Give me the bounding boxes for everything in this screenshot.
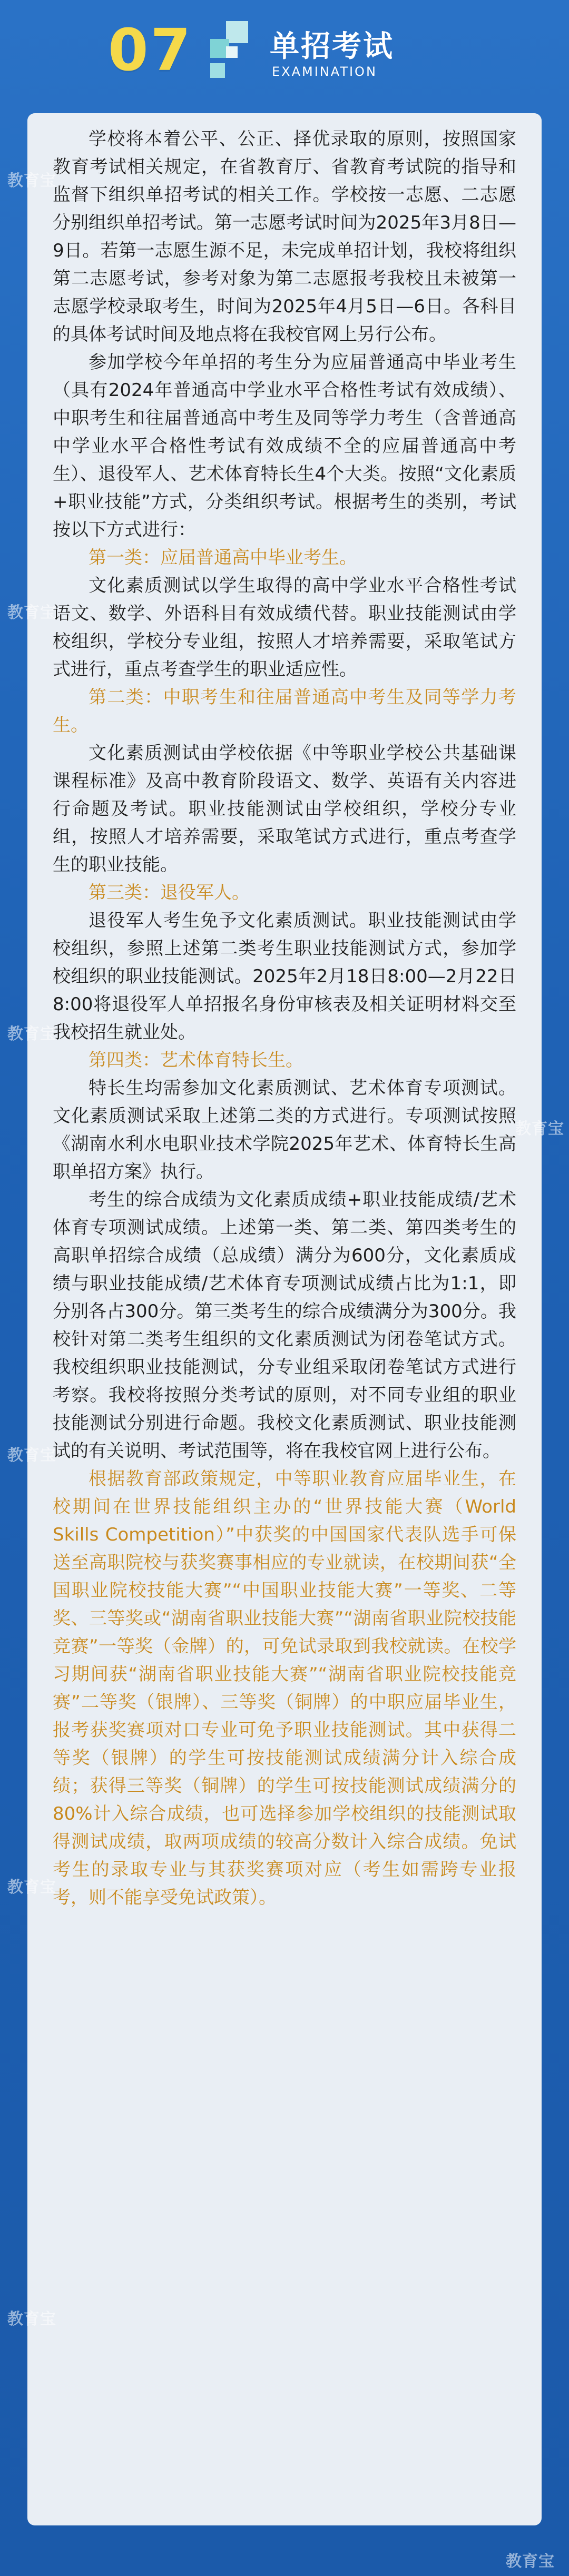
paragraph-category-3: 退役军人考生免予文化素质测试。职业技能测试由学校组织，参照上述第二类考生职业技能测试方式，参加学校组织的职业技能测试。2025年2月18日8:00—2月22日8:00将退役军人单招报名身份审核表及相关证明材料交至我校招生就业处。 xyxy=(53,910,516,1043)
heading-category-2: 第二类：中职考生和往届普通高中考生及同等学力考生。 xyxy=(53,687,516,736)
section-header xyxy=(0,0,569,105)
paragraph-intro: 学校将本着公平、公正、择优录取的原则，按照国家教育考试相关规定，在省教育厅、省教育考试院的指导和监督下组织单招考试的相关工作。学校按一志愿、二志愿分别组织单招考试。第一志愿考试时间为2025年3月8日—9日。若第一志愿生源不足，未完成单招计划，我校将组织第二志愿考试，参考对象为第二志愿报考我校且未被第一志愿学校录取考生，时间为2025年4月5日—6日。各科目的具体考试时间及地点将在我校官网上另行公布。 xyxy=(53,129,516,345)
paragraph-competition-policy: 根据教育部政策规定，中等职业教育应届毕业生，在校期间在世界技能组织主办的“世界技能大赛（World Skills Competition）”中获奖的中国国家代表队选手可保送至高职院校与获奖赛事相应的专业就读，在校期间获“全国职业院校技能大赛”“中国职业技能大赛”一等奖、二等奖、三等奖或“湖南省职业技能大赛”“湖南省职业院校技能竞赛”一等奖（金牌）的，可免试录取到我校就读。在校学习期间获“湖南省职业技能大赛”“湖南省职业院校技能竞赛”二等奖（银牌）、三等奖（铜牌）的中职应届毕业生，报考获奖赛项对口专业可免予职业技能测试。其中获得二等奖（银牌）的学生可按技能测试成绩满分计入综合成绩；获得三等奖（铜牌）的学生可按技能测试成绩满分的80%计入综合成绩，也可选择参加学校组织的技能测试取得测试成绩，取两项成绩的较高分数计入综合成绩。免试考生的录取专业与其获奖赛项对应（考生如需跨专业报考，则不能享受免试政策）。 xyxy=(53,1468,516,1908)
squares-decoration-icon xyxy=(208,21,256,79)
section-subtitle: EXAMINATION xyxy=(272,64,377,79)
paragraph-category-2: 文化素质测试由学校依据《中等职业学校公共基础课课程标准》及高中教育阶段语文、数学、英语有关内容进行命题及考试。职业技能测试由学校组织，学校分专业组，按照人才培养需要，采取笔试方式进行，重点考查学生的职业技能。 xyxy=(53,743,516,875)
watermark-logo: 教育宝 xyxy=(7,2310,56,2328)
watermark-logo: 教育宝 xyxy=(7,1025,56,1043)
heading-category-4: 第四类：艺术体育特长生。 xyxy=(89,1050,303,1071)
paragraph-category-1: 文化素质测试以学生取得的高中学业水平合格性考试语文、数学、外语科目有效成绩代替。职业技能测试由学校组织，学校分专业组，按照人才培养需要，采取笔试方式进行，重点考查学生的职业适应性。 xyxy=(53,575,516,680)
section-number: 07 xyxy=(108,16,193,84)
section-title: 单招考试 xyxy=(270,29,394,64)
watermark-logo: 教育宝 xyxy=(515,1120,564,1138)
heading-category-1: 第一类：应届普通高中毕业考生。 xyxy=(89,547,357,568)
heading-category-3: 第三类：退役军人。 xyxy=(89,882,250,903)
watermark-logo: 教育宝 xyxy=(7,172,56,190)
paragraph-categories: 参加学校今年单招的考生分为应届普通高中毕业考生（具有2024年普通高中学业水平合格性考试有效成绩）、中职考生和往届普通高中考生及同等学力考生（含普通高中学业水平合格性考试有效成绩不全的应届普通高中考生）、退役军人、艺术体育特长生4个大类。按照“文化素质+职业技能”方式，分类组织考试。根据考生的类别，考试按以下方式进行： xyxy=(53,352,516,540)
watermark-logo: 教育宝 xyxy=(7,1446,56,1465)
watermark-logo: 教育宝 xyxy=(506,2552,555,2571)
content-body xyxy=(53,125,516,1912)
paragraph-category-4: 特长生均需参加文化素质测试、艺术体育专项测试。文化素质测试采取上述第二类的方式进行。专项测试按照《湖南水利水电职业技术学院2025年艺术、体育特长生高职单招方案》执行。 xyxy=(53,1078,516,1182)
watermark-logo: 教育宝 xyxy=(7,1878,56,1897)
watermark-logo: 教育宝 xyxy=(7,604,56,622)
paragraph-scoring: 考生的综合成绩为文化素质成绩+职业技能成绩/艺术体育专项测试成绩。上述第一类、第二类、第四类考生的高职单招综合成绩（总成绩）满分为600分，文化素质成绩与职业技能成绩/艺术体育专项测试成绩占比为1:1，即分别各占300分。第三类考生的综合成绩满分为300分。我校针对第二类考生组织的文化素质测试为闭卷笔试方式。我校组织职业技能测试，分专业组采取闭卷笔试方式进行考察。我校将按照分类考试的原则，对不同专业组的职业技能测试分别进行命题。我校文化素质测试、职业技能测试的有关说明、考试范围等，将在我校官网上进行公布。 xyxy=(53,1189,516,1462)
